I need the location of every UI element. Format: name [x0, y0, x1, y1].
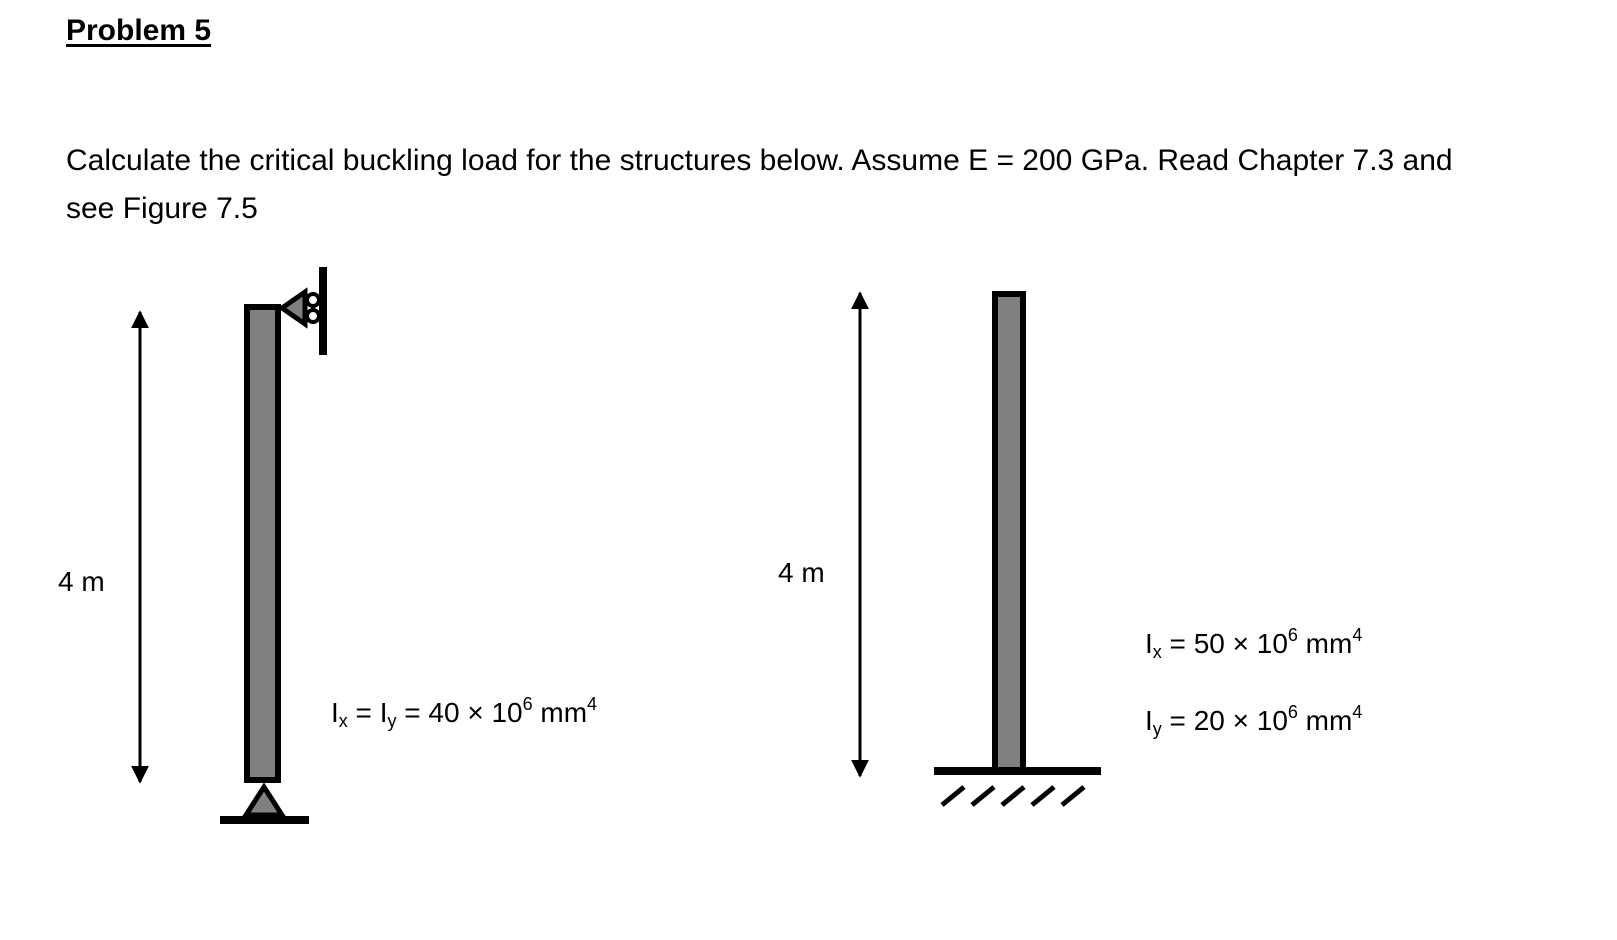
left-inertia-label: $I_x = I_y = 40 \times 10^6$ $mm^4$: [331, 694, 598, 731]
right-column-member: [995, 294, 1023, 770]
left-top-roller-support: [282, 267, 323, 355]
left-bottom-pin-support: [220, 787, 309, 820]
right-inertia-x-label: $I_x = 50 \times 10^6$ $mm^4$: [1145, 625, 1363, 662]
statement-line-1: Calculate the critical buckling load for the structures below. Assume E = 200 GPa. Read Chapter 7.3 and: [66, 144, 1453, 177]
statement-line-2: see Figure 7.5: [66, 192, 258, 225]
right-length-label: 4 m: [778, 557, 825, 588]
right-inertia-y-label: $I_y = 20 \times 10^6$ $mm^4$: [1145, 702, 1363, 739]
right-fixed-support: [934, 771, 1101, 805]
problem-title: Problem 5: [66, 14, 212, 47]
left-column-member: [247, 307, 278, 780]
left-length-label: 4 m: [58, 566, 105, 597]
